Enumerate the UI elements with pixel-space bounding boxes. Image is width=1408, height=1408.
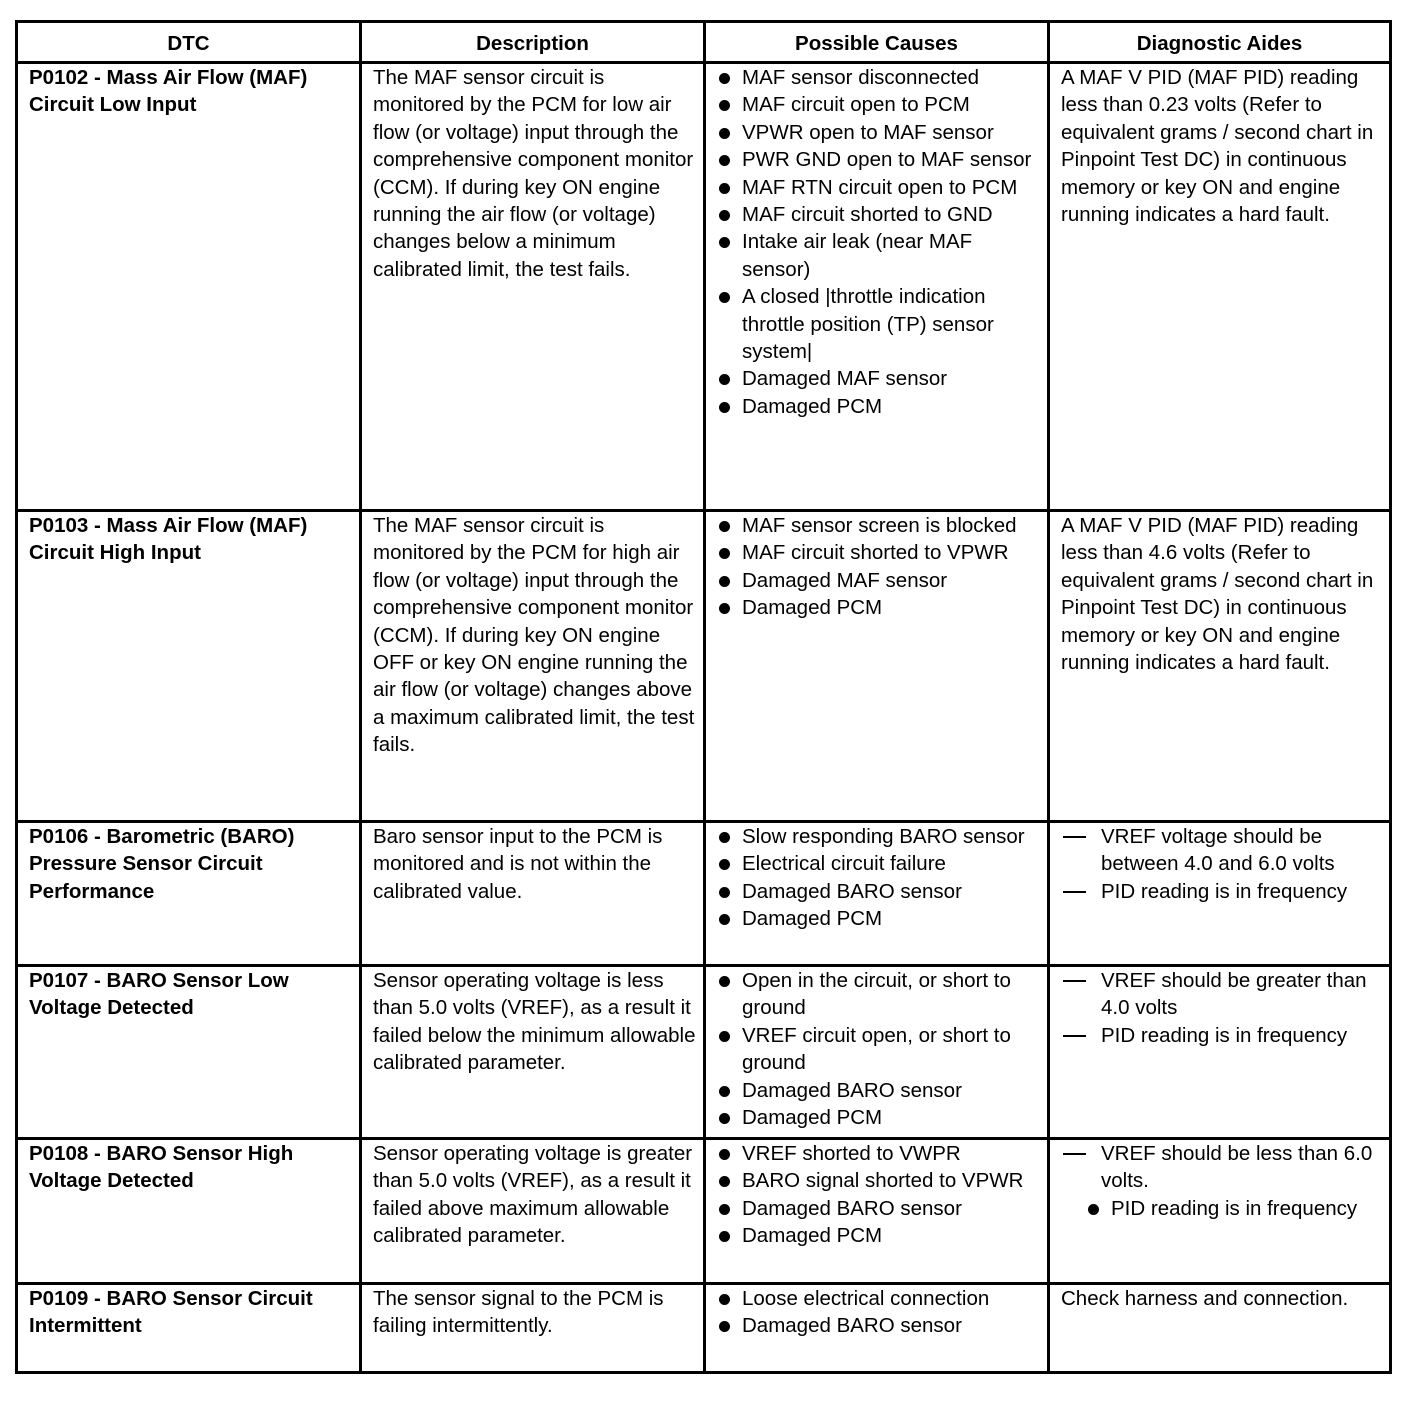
causes-cell — [705, 63, 1049, 511]
cause-item: MAF RTN circuit open to PCM — [717, 174, 1041, 201]
dtc-cell — [17, 1284, 361, 1373]
aide-sub-item: PID reading is in frequency — [1086, 1195, 1383, 1222]
cause-item: Damaged PCM — [717, 1222, 1041, 1249]
cause-item: A closed |throttle indication throttle position (TP) sensor system| — [717, 283, 1041, 365]
header-dtc: DTC — [17, 22, 361, 63]
cause-item: Damaged BARO sensor — [717, 1312, 1041, 1339]
description-cell: The sensor signal to the PCM is failing intermittently. — [361, 1284, 705, 1373]
cause-item: Damaged MAF sensor — [717, 567, 1041, 594]
header-description: Description — [361, 22, 705, 63]
table-row — [17, 511, 1391, 822]
cause-item: Damaged BARO sensor — [717, 1077, 1041, 1104]
cause-item: Loose electrical connection — [717, 1285, 1041, 1312]
causes-list — [717, 1285, 1041, 1340]
description-cell: Baro sensor input to the PCM is monitored and is not within the calibrated value. — [361, 822, 705, 966]
aides-cell: Check harness and connection. — [1049, 1284, 1391, 1373]
cause-item: Damaged PCM — [717, 1104, 1041, 1131]
causes-cell — [705, 1284, 1049, 1373]
cause-item: Damaged BARO sensor — [717, 878, 1041, 905]
cause-item: MAF circuit shorted to VPWR — [717, 539, 1041, 566]
table-row — [17, 966, 1391, 1139]
cause-item: Damaged BARO sensor — [717, 1195, 1041, 1222]
aides-list — [1061, 967, 1383, 1049]
aide-item: VREF should be less than 6.0 volts. — [1061, 1140, 1383, 1195]
dtc-cell — [17, 1139, 361, 1284]
causes-list — [717, 823, 1041, 933]
table-row — [17, 63, 1391, 511]
dtc-name: P0108 - BARO Sensor High Voltage Detected — [29, 1142, 294, 1193]
causes-list — [717, 1140, 1041, 1250]
cause-item: Damaged PCM — [717, 905, 1041, 932]
dtc-name: P0109 - BARO Sensor Circuit Intermittent — [29, 1287, 313, 1338]
aides-cell — [1049, 1139, 1391, 1284]
cause-item: VREF circuit open, or short to ground — [717, 1022, 1041, 1077]
cause-item: Damaged PCM — [717, 393, 1041, 420]
causes-list — [717, 512, 1041, 622]
dtc-cell — [17, 822, 361, 966]
table-row — [17, 1139, 1391, 1284]
aide-item: VREF should be greater than 4.0 volts — [1061, 967, 1383, 1022]
aides-list — [1061, 1140, 1383, 1195]
description-cell: The MAF sensor circuit is monitored by the PCM for low air flow (or voltage) input through the comprehensive component monitor (CCM). If during key ON engine running the air flow (or voltage) changes below a minimum calibrated limit, the test fails. — [361, 63, 705, 511]
aides-cell — [1049, 966, 1391, 1139]
aides-cell — [1049, 822, 1391, 966]
aides-sub-list — [1061, 1195, 1383, 1222]
aides-cell: A MAF V PID (MAF PID) reading less than 0.23 volts (Refer to equivalent grams / second chart in Pinpoint Test DC) in continuous memory or key ON and engine running indicates a hard fault. — [1049, 63, 1391, 511]
cause-item: VREF shorted to VWPR — [717, 1140, 1041, 1167]
header-diagnostic-aides: Diagnostic Aides — [1049, 22, 1391, 63]
causes-cell — [705, 822, 1049, 966]
causes-cell — [705, 1139, 1049, 1284]
aide-item: PID reading is in frequency — [1061, 878, 1383, 905]
description-cell: Sensor operating voltage is less than 5.0 volts (VREF), as a result it failed below the minimum allowable calibrated parameter. — [361, 966, 705, 1139]
cause-item: Slow responding BARO sensor — [717, 823, 1041, 850]
cause-item: BARO signal shorted to VPWR — [717, 1167, 1041, 1194]
cause-item: Damaged PCM — [717, 594, 1041, 621]
dtc-name: P0106 - Barometric (BARO) Pressure Sensor Circuit Performance — [29, 825, 295, 903]
table-row — [17, 822, 1391, 966]
dtc-name: P0103 - Mass Air Flow (MAF) Circuit High Input — [29, 514, 308, 565]
description-cell: The MAF sensor circuit is monitored by the PCM for high air flow (or voltage) input through the comprehensive component monitor (CCM). If during key ON engine OFF or key ON engine running the air flow (or voltage) changes above a maximum calibrated limit, the test fails. — [361, 511, 705, 822]
causes-list — [717, 967, 1041, 1131]
header-possible-causes: Possible Causes — [705, 22, 1049, 63]
cause-item: MAF circuit open to PCM — [717, 91, 1041, 118]
cause-item: Intake air leak (near MAF sensor) — [717, 228, 1041, 283]
causes-cell — [705, 966, 1049, 1139]
header-row — [17, 22, 1391, 63]
dtc-name: P0107 - BARO Sensor Low Voltage Detected — [29, 969, 289, 1020]
dtc-cell — [17, 511, 361, 822]
dtc-table — [15, 20, 1392, 1374]
cause-item: Electrical circuit failure — [717, 850, 1041, 877]
aide-item: VREF voltage should be between 4.0 and 6.0 volts — [1061, 823, 1383, 878]
aide-item: PID reading is in frequency — [1061, 1022, 1383, 1049]
cause-item: PWR GND open to MAF sensor — [717, 146, 1041, 173]
dtc-cell — [17, 63, 361, 511]
cause-item: MAF sensor screen is blocked — [717, 512, 1041, 539]
cause-item: Damaged MAF sensor — [717, 365, 1041, 392]
causes-cell — [705, 511, 1049, 822]
dtc-name: P0102 - Mass Air Flow (MAF) Circuit Low Input — [29, 66, 308, 117]
table-row — [17, 1284, 1391, 1373]
cause-item: Open in the circuit, or short to ground — [717, 967, 1041, 1022]
description-cell: Sensor operating voltage is greater than 5.0 volts (VREF), as a result it failed above maximum allowable calibrated parameter. — [361, 1139, 705, 1284]
causes-list — [717, 64, 1041, 420]
aides-cell: A MAF V PID (MAF PID) reading less than 4.6 volts (Refer to equivalent grams / second chart in Pinpoint Test DC) in continuous memory or key ON and engine running indicates a hard fault. — [1049, 511, 1391, 822]
cause-item: VPWR open to MAF sensor — [717, 119, 1041, 146]
cause-item: MAF sensor disconnected — [717, 64, 1041, 91]
cause-item: MAF circuit shorted to GND — [717, 201, 1041, 228]
aides-list — [1061, 823, 1383, 905]
dtc-cell — [17, 966, 361, 1139]
